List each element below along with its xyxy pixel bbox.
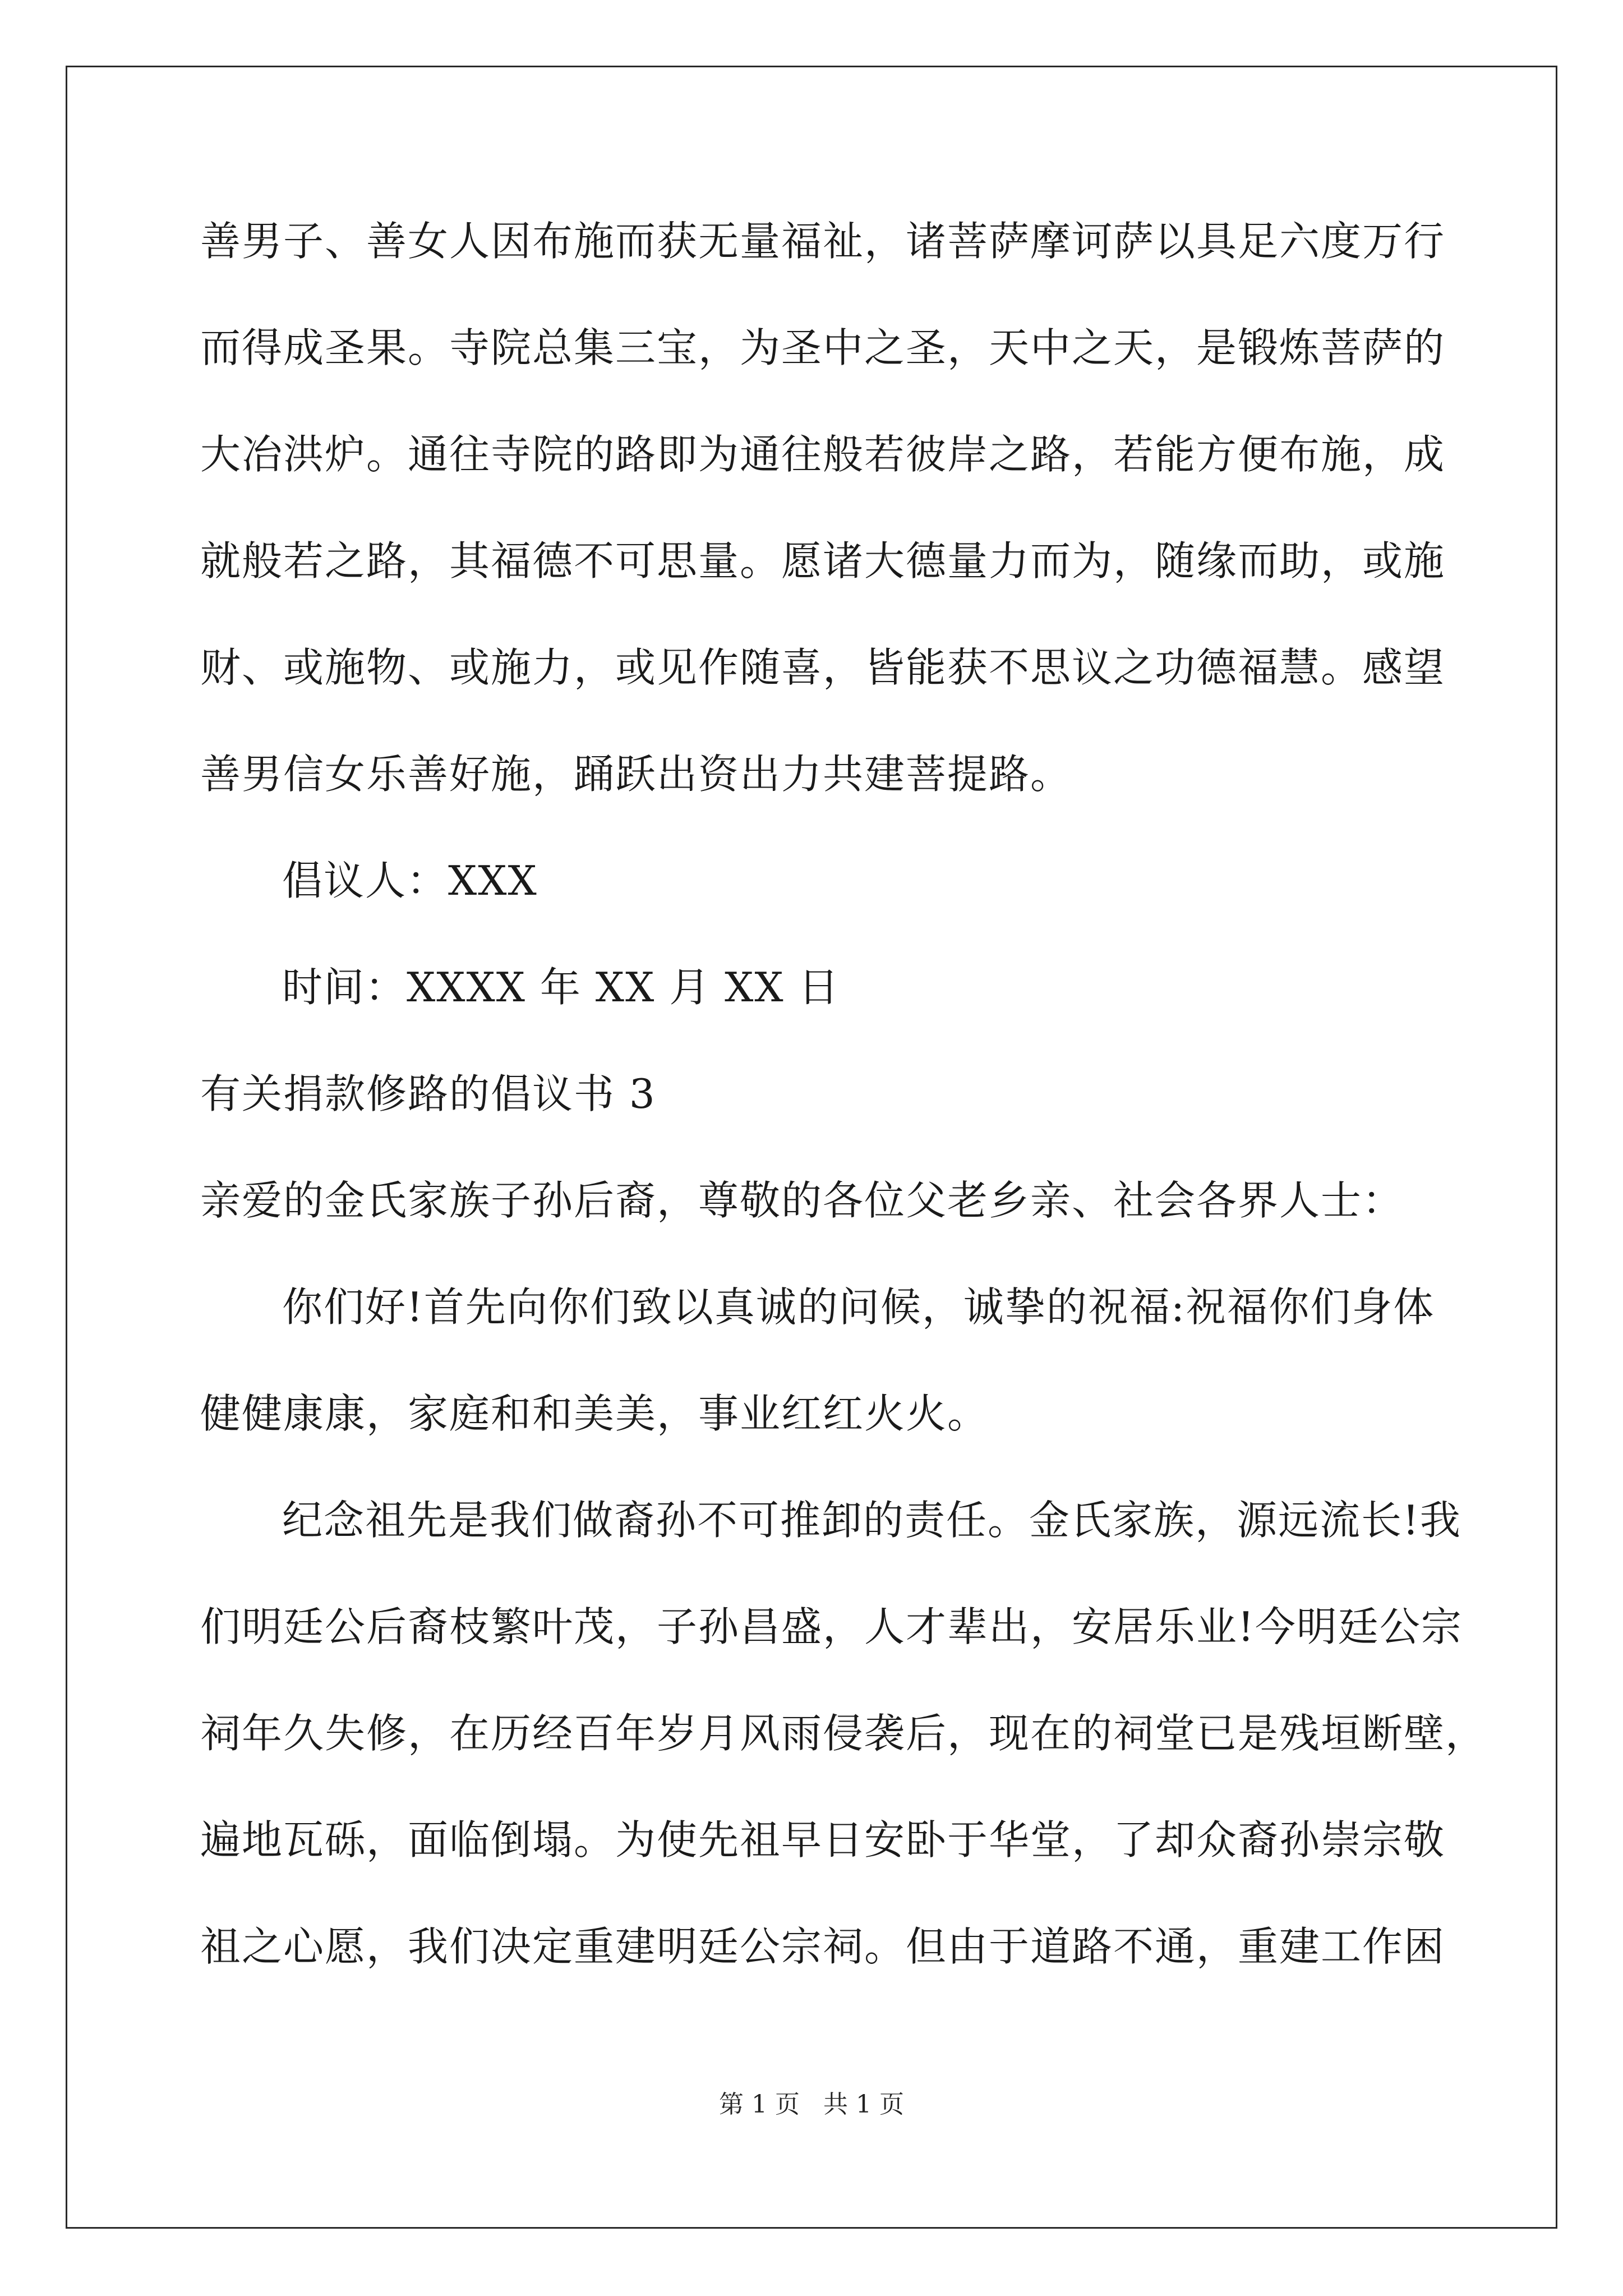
text-line: 祖之心愿，我们决定重建明廷公宗祠。但由于道路不通，重建工作困 [200,1923,1446,1970]
page-number-footer: 第 1 页 共 1 页 [719,2090,904,2119]
text-line: 祠年久失修，在历经百年岁月风雨侵袭后，现在的祠堂已是残垣断壁， [200,1710,1487,1757]
text-line: 就般若之路，其福德不可思量。愿诸大德量力而为，随缘而助，或施 [200,537,1446,585]
text-line: 而得成圣果。寺院总集三宝，为圣中之圣，天中之天，是锻炼菩萨的 [200,324,1446,371]
proposer-line: 倡议人：XXX [282,857,538,904]
text-line: 健健康康，家庭和和美美，事业红红火火。 [200,1390,989,1437]
section-heading: 有关捐款修路的倡议书 3 [200,1070,656,1117]
text-line: 你们好!首先向你们致以真诚的问候，诚挚的祝福:祝福你们身体 [282,1283,1435,1331]
date-line: 时间：XXXX 年 XX 月 XX 日 [282,964,840,1011]
page-border [66,66,1557,2229]
salutation-line: 亲爱的金氏家族子孙后裔，尊敬的各位父老乡亲、社会各界人士： [200,1177,1404,1224]
text-line: 大冶洪炉。通往寺院的路即为通往般若彼岸之路，若能方便布施，成 [200,431,1446,478]
text-line: 财、或施物、或施力，或见作随喜，皆能获不思议之功德福慧。感望 [200,644,1446,691]
text-line: 遍地瓦砾，面临倒塌。为使先祖早日安卧于华堂，了却众裔孙崇宗敬 [200,1816,1446,1864]
text-line: 们明廷公后裔枝繁叶茂，子孙昌盛，人才辈出，安居乐业!今明廷公宗 [200,1603,1463,1650]
text-line: 善男信女乐善好施，踊跃出资出力共建菩提路。 [200,751,1072,798]
text-line: 善男子、善女人因布施而获无量福祉，诸菩萨摩诃萨以具足六度万行 [200,218,1446,265]
text-line: 纪念祖先是我们做裔孙不可推卸的责任。金氏家族，源远流长!我 [282,1497,1461,1544]
